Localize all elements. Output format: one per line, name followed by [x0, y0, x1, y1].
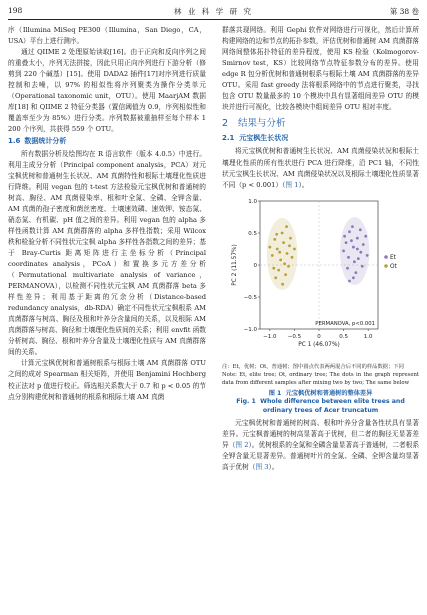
- section-title: 结果与分析: [238, 118, 286, 130]
- data-point-et: [356, 247, 359, 250]
- paragraph-traits-mid: ）。优树根系的全氮和全磷含量显著高于普通树，二者根系全钾含量无显著差异。普通树叶片的全氮、全磷、全钾含量均显著高于优树（: [222, 441, 420, 472]
- data-point-et: [348, 230, 351, 233]
- figure-title-en-line1: Whole difference between elite trees and: [260, 398, 405, 406]
- data-point-ot: [282, 241, 285, 244]
- paragraph-growth-end: ）。: [298, 180, 309, 189]
- data-point-ot: [293, 247, 296, 250]
- legend-label-et: Et: [390, 254, 396, 261]
- data-point-et: [352, 276, 355, 279]
- y-tick-label: −1.0: [243, 326, 257, 333]
- y-tick-label: 0: [253, 262, 257, 269]
- page-number: 198: [8, 6, 23, 15]
- header-rule: [8, 19, 419, 20]
- data-point-et: [347, 256, 350, 259]
- left-column: [8, 25, 206, 403]
- data-point-et: [352, 245, 355, 248]
- data-point-ot: [271, 254, 274, 257]
- figure-title-en-2: [222, 407, 419, 416]
- data-point-et: [350, 239, 353, 242]
- data-point-ot: [289, 236, 292, 239]
- data-point-et: [345, 241, 348, 244]
- paragraph-traits: [222, 418, 419, 473]
- data-point-ot: [275, 233, 278, 236]
- x-tick-label: −0.5: [287, 333, 302, 340]
- data-point-ot: [287, 265, 290, 268]
- y-tick-label: 0.5: [248, 230, 257, 237]
- paragraph-growth: [222, 146, 419, 190]
- data-point-ot: [285, 225, 288, 228]
- data-point-ot: [283, 262, 286, 265]
- data-point-ot: [281, 231, 284, 234]
- figure-title-cn-text: 元宝枫优树和普通树的整体差异: [285, 389, 373, 397]
- data-point-ot: [273, 238, 276, 241]
- data-point-ot: [279, 258, 282, 261]
- x-axis-label: PC 1 (46.07%): [298, 341, 340, 348]
- y-tick-label: −0.5: [243, 294, 257, 301]
- paragraph-traits-end: ）。: [268, 463, 279, 472]
- figure-ref-1[interactable]: 图 1: [285, 180, 299, 189]
- section-heading-1-6: [8, 136, 206, 147]
- section-heading-2-1: [222, 133, 419, 144]
- volume-label: 第 38 卷: [389, 7, 419, 16]
- data-point-et: [343, 234, 346, 237]
- data-point-et: [348, 279, 351, 282]
- data-point-et: [353, 260, 356, 263]
- data-point-et: [364, 234, 367, 237]
- figure-title-en-line2: ordinary trees of Acer truncatum: [262, 406, 379, 414]
- paragraph-network: 计算元宝枫优树和普通树根系与根际土壤 AM 真菌群落 OTU 之间的成对 Spearman 相关矩阵，并使用 Benjamini Hochberg 校正法对 p 值进行校正。筛选相关系数大于 0.7 和 p < 0.05 的节点分别构建优树和普通树的根系和根际土壤 AM 真菌: [8, 359, 206, 401]
- data-point-et: [359, 228, 362, 231]
- data-point-et: [366, 254, 369, 257]
- data-point-et: [356, 236, 359, 239]
- subsection-title: 元宝枫生长状况: [239, 134, 289, 143]
- data-point-ot: [281, 282, 284, 285]
- figure-caption-en: Note: Et, elite tree; Ot, ordinary tree; The dots in the graph represent data from different samples after mixing two by two; The same below: [222, 371, 419, 386]
- x-tick-label: 0: [317, 333, 321, 340]
- x-tick-label: 0.5: [339, 333, 348, 340]
- x-tick-label: −1.0: [263, 333, 277, 340]
- section-number: 1.6: [8, 137, 21, 146]
- data-point-ot: [272, 266, 275, 269]
- right-column: [222, 25, 419, 473]
- data-point-ot: [284, 273, 287, 276]
- x-tick-label: 1.0: [363, 333, 373, 340]
- data-point-et: [342, 249, 345, 252]
- data-point-ot: [291, 256, 294, 259]
- subsection-number: 2.1: [222, 134, 235, 143]
- legend-label-ot: Ot: [390, 263, 397, 270]
- data-point-ot: [268, 245, 271, 248]
- figure-1-pca-plot: [222, 193, 419, 363]
- group-ellipse-ot: [267, 218, 298, 290]
- figure-number-en: Fig. 1: [236, 398, 256, 406]
- running-header: [8, 6, 419, 18]
- y-tick-label: 1.0: [248, 198, 257, 205]
- section-number: 2: [222, 118, 229, 130]
- paragraph-network-cont: 群落共现网络。利用 Gephi 软件对网络进行可视化，然后计算所构建网络的边和节点的拓扑参数，评估优树和普通树 AM 真菌群落网络间整体拓扑特征的差异程度，使用 KS 检验（Kolmogorov-Smirnov test，KS）比较网络节点特征参数分布的差异。使用 edge R 包分析优树和普通树根系与根际土壤 AM 真菌群落的差异 OTU。采用 fast greedy 法将根系网络中的节点进行聚类，寻找包含 OTU 数量最多的 10 个模块中具有显著组间差异 OTU 的模块并进行可视化，比较各模块中组间差异 OTU 相对丰度。: [222, 26, 419, 112]
- section-title: 数据统计分析: [24, 137, 67, 146]
- section-heading-2: [222, 118, 419, 129]
- data-point-ot: [274, 276, 277, 279]
- data-point-ot: [277, 268, 280, 271]
- data-point-et: [354, 271, 357, 274]
- data-point-et: [362, 243, 365, 246]
- data-point-et: [346, 266, 349, 269]
- figure-caption-cn: 注：Et，优树；Ot，普通树；图中圆点代表两两混合后不同的样品数据；下同: [222, 363, 404, 370]
- legend-marker-ot: [384, 264, 388, 268]
- paragraph-qiime: 通过 QIIME 2 处理原始读取[16]。由于正向和反向序列之间的重叠太小，序列无法拼接，因此只用正向序列进行下游分析（修剪到 220 个碱基）[15]。使用 DADA2 插件[17]对序列进行质量控制和去噪，以 97% 的相似性将序列聚类为操作分类单元（Operational taxonomic unit，OTU）。使用 MaarjAM 数据库[18] 和 QIIME 2 特征分类器（置信阈值为 0.9，序列相似性和覆盖率至少为 85%）进行分类。序列数据被重抽样至每个样本 1 200 个序列，共获得 559 个 OTU。: [8, 48, 206, 134]
- data-point-ot: [278, 250, 281, 253]
- pca-scatter-chart: [222, 193, 419, 363]
- figure-number-cn: 图 1: [268, 389, 282, 397]
- paragraph-sequencing-end: 序（Illumina MiSeq PE300（Illumina，San Diego，CA，USA）平台上进行测序。: [8, 26, 206, 46]
- y-axis-label: PC 2 (11.57%): [232, 243, 238, 286]
- figure-ref-3[interactable]: 图 3: [255, 463, 269, 472]
- figure-title-cn: [222, 390, 419, 399]
- data-point-ot: [276, 247, 279, 250]
- data-point-et: [361, 265, 364, 268]
- figure-ref-2[interactable]: 图 2: [235, 441, 249, 450]
- data-point-et: [359, 250, 362, 253]
- paragraph-statistics: 所有数据分析及绘图均在 R 语言软件（版本 4.0.5）中进行。利用主成分分析（Principal component analysis，PCA）对元宝枫优树和普通树生长状况、AM 真菌特性和根际土壤理化性质进行降维。利用 vegan 包的 t-test 方法检验元宝枫优树和普通树的树高、胸径、AM 真菌侵染率、根和叶全氮、全磷、全钾含量、AM 真菌的孢子密度和菌丝密度、土壤速效磷、速效钾、铵态氮、硝态氮、有机碳、pH 值之间的差异。利用 vegan 包的 alpha 多样性函数计算 AM 真菌群落的 alpha 多样性指数；采用 Wilcox 秩和检验分析不同性状元宝枫 alpha 多样性各指数之间的差异；基于 Bray-Curtis 距离矩阵进行主坐标分析（Principal coordinates analysis，PCoA）和置换多元方差分析（Permutational multivariate analysis of variance，PERMANOVA），以检测不同性状元宝枫 AM 真菌群落 beta 多样性差异；利用基于距离的冗余分析（Distance-based redundancy analysis，db-RDA）确定不同性状元宝枫根系 AM 真菌群落与树高、胸径及根和叶养分含量间的关系，以及根际 AM 真菌群落与树高、胸径和土壤理化性质间的关系；利用 envfit 函数分析树高、胸径、根和叶养分含量及土壤理化性质与 AM 真菌群落间的关系。: [8, 149, 206, 357]
- data-point-ot: [286, 252, 289, 255]
- legend-marker-et: [384, 255, 388, 259]
- paragraph-traits-text: 元宝枫优树和普通树的树高、根和叶养分含量各性状具有显著差异。元宝枫普通树的树高显著高于优树，但二者的胸径无显著差异（: [222, 419, 419, 450]
- data-point-ot: [288, 244, 291, 247]
- figure-title-en: [222, 398, 419, 407]
- permanova-annotation: PERMANOVA, p<0.001: [315, 320, 375, 327]
- paragraph-growth-text: 将元宝枫优树和普通树生长状况、AM 真菌侵染状况和根际土壤理化性质的所有性状进行 PCA 进行降维，沿 PC1 轴，不同性状元宝枫生长状况、AM 真菌侵染状况以及根际土壤理化性质显著不同（p < 0.001）（: [222, 147, 419, 189]
- journal-title: 林 业 科 学 研 究: [174, 7, 253, 16]
- data-point-et: [357, 257, 360, 260]
- data-point-et: [351, 225, 354, 228]
